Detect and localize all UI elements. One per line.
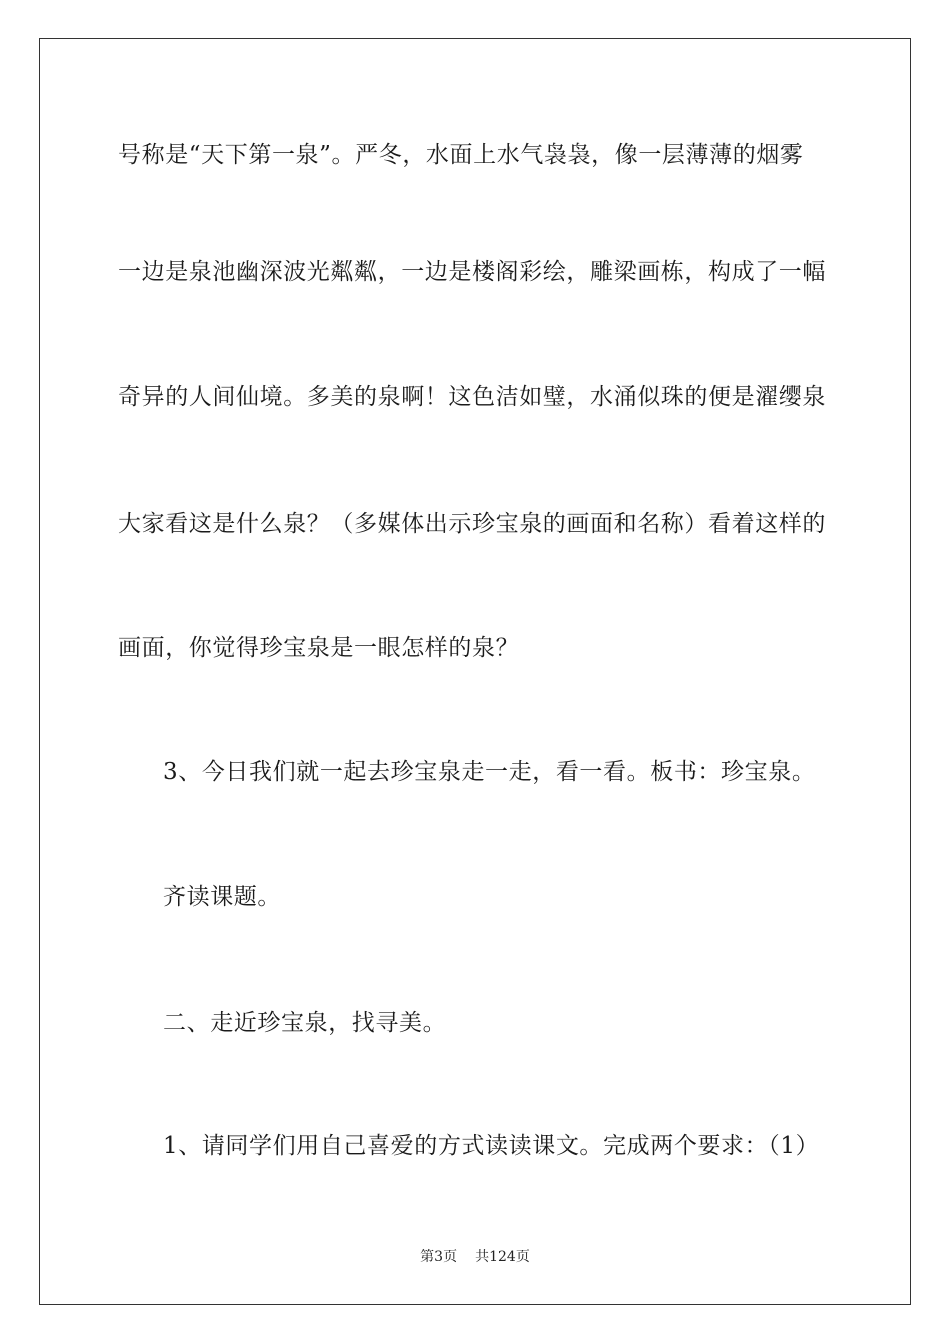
text-line-5: 画面，你觉得珍宝泉是一眼怎样的泉？ [118,635,520,661]
text-line-3: 奇异的人间仙境。多美的泉啊！这色洁如璧，水涌似珠的便是濯缨泉 [118,384,826,410]
page-border [39,38,911,1305]
total-pages: 共124页 [475,1249,530,1265]
page-footer [0,1247,950,1267]
text-line-1: 号称是“天下第一泉”。严冬，水面上水气袅袅，像一层薄薄的烟雾 [118,142,804,168]
page-number: 第3页 [420,1249,458,1265]
text-line-9: 1、请同学们用自己喜爱的方式读读课文。完成两个要求：（1） [163,1133,820,1159]
text-line-7: 齐读课题。 [163,884,281,910]
text-line-6: 3、今日我们就一起去珍宝泉走一走，看一看。板书：珍宝泉。 [163,759,816,785]
text-line-2: 一边是泉池幽深波光粼粼，一边是楼阁彩绘，雕梁画栋，构成了一幅 [118,259,826,285]
text-line-8: 二、走近珍宝泉，找寻美。 [163,1010,447,1036]
text-line-4: 大家看这是什么泉？（多媒体出示珍宝泉的画面和名称）看着这样的 [118,511,826,537]
